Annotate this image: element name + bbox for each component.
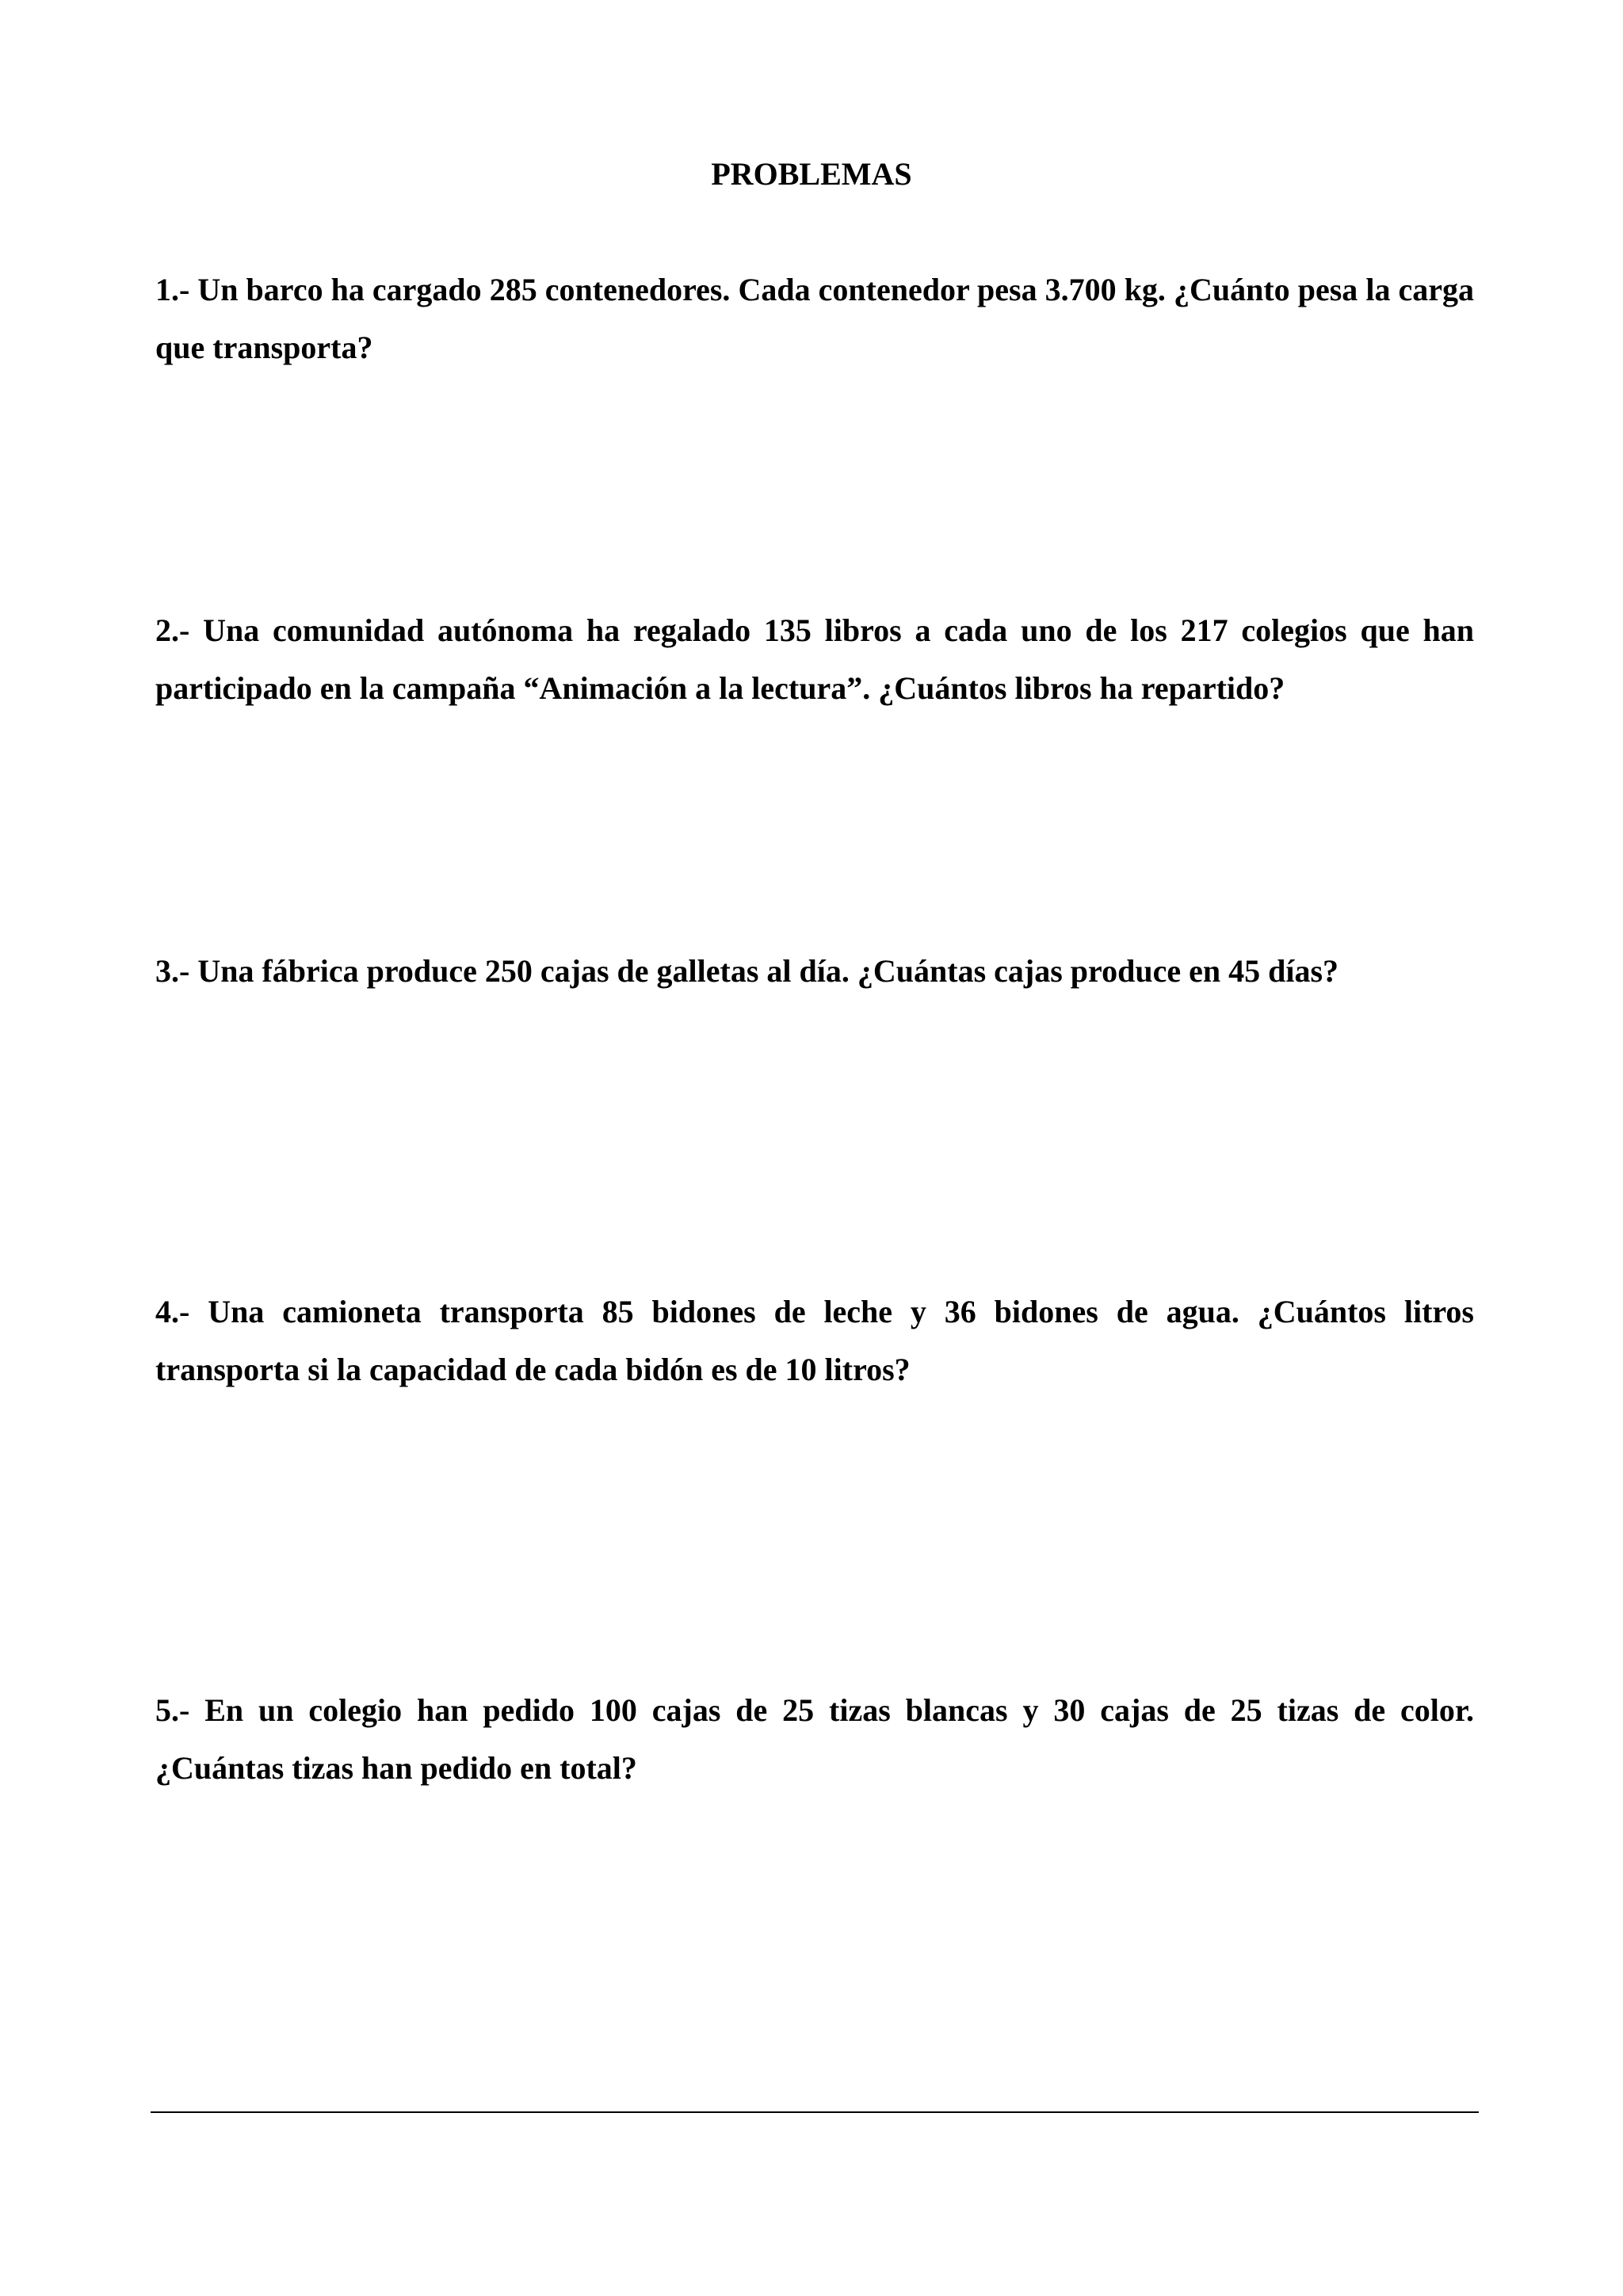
problem-3: 3.- Una fábrica produce 250 cajas de galletas al día. ¿Cuántas cajas produce en 45 días?	[155, 953, 1339, 989]
problem-1: 1.- Un barco ha cargado 285 contenedores. Cada contenedor pesa 3.700 kg. ¿Cuánto pesa la carga que transporta?	[155, 272, 1474, 365]
page-title: PROBLEMAS	[711, 156, 912, 192]
footer-divider	[151, 2111, 1479, 2113]
problem-4: 4.- Una camioneta transporta 85 bidones de leche y 36 bidones de agua. ¿Cuántos litros transporta si la capacidad de cada bidón es de 10 litros?	[155, 1294, 1474, 1387]
problem-5: 5.- En un colegio han pedido 100 cajas de 25 tizas blancas y 30 cajas de 25 tizas de color. ¿Cuántas tizas han pedido en total?	[155, 1692, 1474, 1786]
problem-2: 2.- Una comunidad autónoma ha regalado 135 libros a cada uno de los 217 colegios que han participado en la campaña “Animación a la lectura”. ¿Cuántos libros ha repartido?	[155, 612, 1474, 706]
